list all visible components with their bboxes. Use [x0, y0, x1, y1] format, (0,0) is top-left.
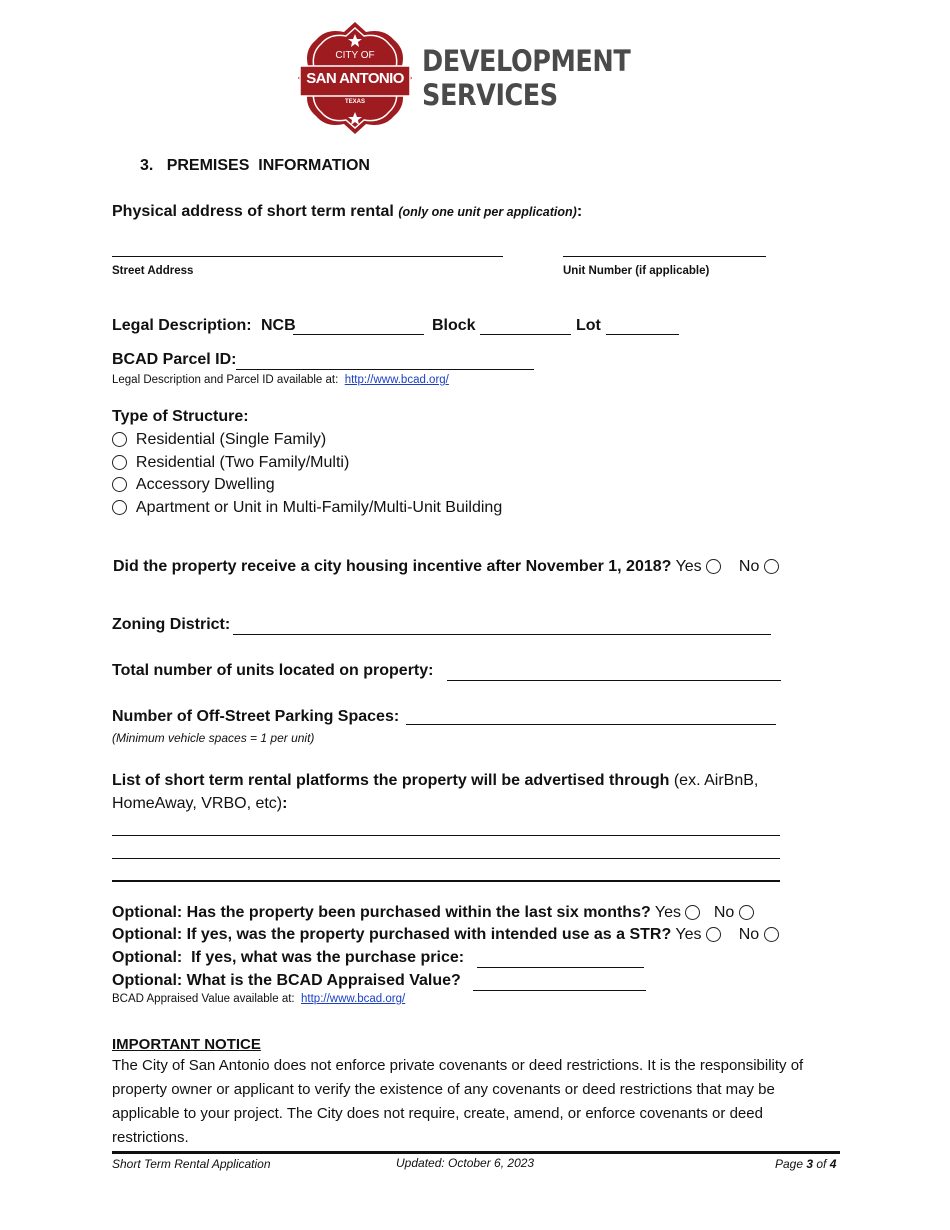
section-title: PREMISES INFORMATION — [166, 157, 370, 174]
appraised-note: BCAD Appraised Value available at: http://www.bcad.org/ — [112, 993, 406, 1005]
address-heading: Physical address of short term rental (only one unit per application): — [112, 203, 583, 220]
street-address-label: Street Address — [112, 265, 194, 277]
footer-rule — [112, 1151, 840, 1154]
zoning-field[interactable] — [233, 634, 771, 635]
radio-icon[interactable] — [112, 500, 127, 515]
str-use-yes-radio[interactable] — [706, 927, 721, 942]
parking-field[interactable] — [406, 724, 776, 725]
section-number: 3. — [140, 157, 154, 174]
incentive-no-radio[interactable] — [764, 559, 779, 574]
appraised-value-label: Optional: What is the BCAD Appraised Value? — [112, 972, 461, 989]
footer-page: Page 3 of 4 — [775, 1157, 837, 1171]
platforms-field-2[interactable] — [112, 858, 780, 859]
seal-line-3: TEXAS — [344, 99, 365, 105]
lot-label: Lot — [576, 317, 601, 334]
brand-line-2: SERVICES — [422, 78, 558, 112]
radio-icon[interactable] — [112, 477, 127, 492]
units-field[interactable] — [447, 680, 781, 681]
bcad-appraised-link[interactable]: http://www.bcad.org/ — [301, 993, 406, 1005]
seal-line-2: SAN ANTONIO — [306, 70, 404, 87]
notice-heading: IMPORTANT NOTICE — [112, 1036, 261, 1053]
units-label: Total number of units located on property: — [112, 662, 434, 679]
footer-left: Short Term Rental Application — [112, 1157, 271, 1171]
purchase-price-field[interactable] — [477, 967, 644, 968]
bcad-parcel-field[interactable] — [236, 369, 534, 370]
ncb-field[interactable] — [293, 334, 424, 335]
radio-icon[interactable] — [112, 455, 127, 470]
unit-number-field[interactable] — [563, 256, 766, 257]
optional-q2-row: Optional: If yes, was the property purchased with intended use as a STR? Yes No — [112, 926, 779, 944]
bcad-link[interactable]: http://www.bcad.org/ — [344, 374, 449, 386]
structure-option-single-family[interactable]: Residential (Single Family) — [112, 431, 326, 449]
parking-note: (Minimum vehicle spaces = 1 per unit) — [112, 731, 315, 745]
platforms-field-3[interactable] — [112, 880, 780, 882]
notice-body: The City of San Antonio does not enforce private covenants or deed restrictions. It is the responsibility of property owner or applicant to verify the existence of any covenants or deed restrictions that may be applicable to your project. The City does not require, create, amend, or enforce covenants or deed restrictions. — [112, 1057, 804, 1146]
bcad-note: Legal Description and Parcel ID available at: http://www.bcad.org/ — [112, 374, 449, 386]
radio-icon[interactable] — [112, 432, 127, 447]
unit-number-label: Unit Number (if applicable) — [563, 265, 710, 277]
footer-center: Updated: October 6, 2023 — [396, 1156, 535, 1170]
purchase-price-label: Optional: If yes, what was the purchase price: — [112, 949, 465, 966]
appraised-value-field[interactable] — [473, 990, 646, 991]
str-use-no-radio[interactable] — [764, 927, 779, 942]
structure-type-label: Type of Structure: — [112, 408, 249, 425]
street-address-field[interactable] — [112, 256, 503, 257]
block-field[interactable] — [480, 334, 571, 335]
lot-field[interactable] — [606, 334, 679, 335]
platforms-field-1[interactable] — [112, 835, 780, 836]
zoning-label: Zoning District: — [112, 616, 231, 633]
platforms-label: List of short term rental platforms the property will be advertised through (ex. AirBnB, — [112, 772, 759, 789]
bcad-parcel-label: BCAD Parcel ID: — [112, 351, 237, 368]
platforms-label-cont: HomeAway, VRBO, etc): — [112, 795, 288, 812]
city-seal-logo — [296, 20, 414, 136]
ncb-label: NCB — [261, 317, 296, 334]
structure-option-accessory[interactable]: Accessory Dwelling — [112, 476, 275, 494]
purchased-yes-radio[interactable] — [685, 905, 700, 920]
legal-description-label: Legal Description: — [112, 317, 252, 334]
optional-q1-row: Optional: Has the property been purchased within the last six months? Yes No — [112, 904, 754, 922]
section-header — [140, 157, 370, 175]
parking-label: Number of Off-Street Parking Spaces: — [112, 708, 400, 725]
incentive-question: Did the property receive a city housing incentive after November 1, 2018? — [113, 558, 672, 575]
structure-option-apartment[interactable]: Apartment or Unit in Multi-Family/Multi-Unit Building — [112, 499, 502, 517]
incentive-question-row: Did the property receive a city housing incentive after November 1, 2018? Yes No — [113, 558, 779, 576]
structure-option-two-family[interactable]: Residential (Two Family/Multi) — [112, 454, 349, 472]
purchased-no-radio[interactable] — [739, 905, 754, 920]
seal-line-1: CITY OF — [335, 50, 375, 61]
brand-line-1: DEVELOPMENT — [422, 44, 631, 78]
block-label: Block — [432, 317, 476, 334]
incentive-yes-radio[interactable] — [706, 559, 721, 574]
